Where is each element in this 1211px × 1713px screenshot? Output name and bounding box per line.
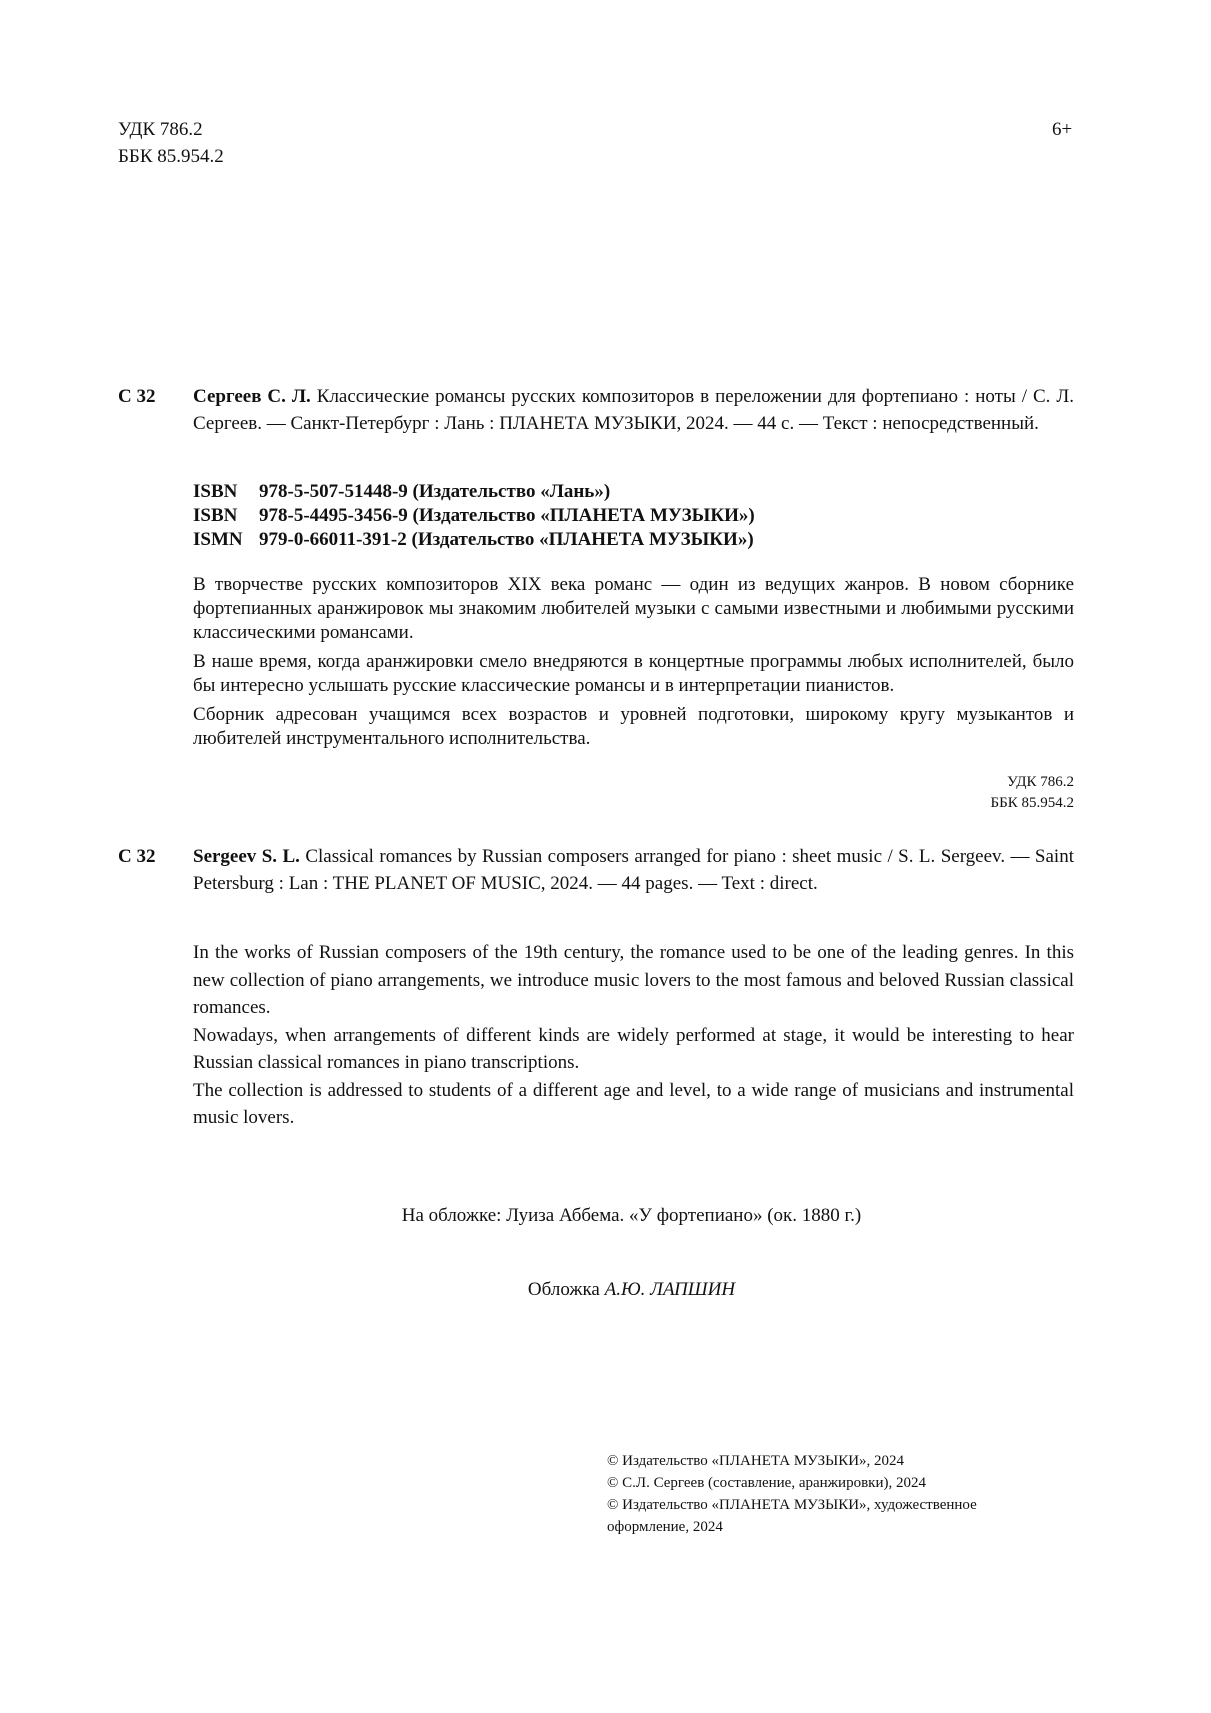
en-abstract xyxy=(193,939,1074,1132)
en-abstract-paragraph: Nowadays, when arrangements of different kinds are widely performed at stage, it would be interesting to hear Russian classical romances in piano transcriptions. xyxy=(193,1024,1074,1073)
ru-author: Сергеев С. Л. xyxy=(193,386,311,407)
classification-codes xyxy=(118,116,224,170)
copyright-line: © Издательство «ПЛАНЕТА МУЗЫКИ», 2024 xyxy=(607,1453,905,1469)
identifier-value: 979-0-66011-391-2 (Издательство «ПЛАНЕТА МУЗЫКИ») xyxy=(259,529,754,550)
ru-abstract xyxy=(193,573,1074,756)
en-catalog-code: С 32 xyxy=(118,846,156,867)
cover-design-credit xyxy=(0,1276,1211,1303)
ru-abstract-paragraph: Сборник адресован учащимся всех возрастов и уровней подготовки, широкому кругу музыкантов и любителей инструментального исполнительства. xyxy=(193,704,1074,749)
identifier-row xyxy=(193,504,755,528)
en-abstract-paragraph: The collection is addressed to students of a different age and level, to a wide range of musicians and instrumental music lovers. xyxy=(193,1079,1074,1128)
copyright-line: © С.Л. Сергеев (составление, аранжировки), 2024 xyxy=(607,1475,926,1491)
identifier-label: ISMN xyxy=(193,529,243,550)
ru-abstract-paragraph: В творчестве русских композиторов XIX века романс — один из ведущих жанров. В новом сборнике фортепианных аранжировок мы знакомим любителей музыки с самыми известными и любимыми русскими классическими романсами. xyxy=(193,574,1074,643)
identifier-row xyxy=(193,528,755,552)
identifiers-block xyxy=(193,480,755,552)
identifier-value: 978-5-507-51448-9 (Издательство «Лань») xyxy=(259,481,611,502)
bbk-code: ББК 85.954.2 xyxy=(118,146,224,167)
ru-description: Классические романсы русских композиторов в переложении для фортепиано : ноты / С. Л. Сергеев. — Санкт-Петербург : Лань : ПЛАНЕТА МУЗЫКИ, 2024. — 44 с. — Текст : непосредственный. xyxy=(193,386,1075,434)
ru-abstract-paragraph: В наше время, когда аранжировки смело внедряются в концертные программы любых исполнителей, было бы интересно услышать русские классические романсы и в интерпретации пианистов. xyxy=(193,651,1074,696)
ru-entry-codes xyxy=(960,772,1074,814)
ru-catalog-code: С 32 xyxy=(118,386,156,407)
copyright-block xyxy=(607,1450,1027,1538)
age-rating: 6+ xyxy=(1052,119,1073,140)
cover-designer-name: А.Ю. ЛАПШИН xyxy=(604,1279,736,1300)
identifier-value: 978-5-4495-3456-9 (Издательство «ПЛАНЕТА МУЗЫКИ») xyxy=(259,505,755,526)
identifier-label: ISBN xyxy=(193,481,238,502)
identifier-row xyxy=(193,480,755,504)
ru-bibliographic-description xyxy=(193,383,1074,437)
udk-code: УДК 786.2 xyxy=(118,119,203,140)
identifier-label: ISBN xyxy=(193,505,238,526)
cover-note: На обложке: Луиза Аббема. «У фортепиано» (ок. 1880 г.) xyxy=(401,1205,862,1226)
en-abstract-paragraph: In the works of Russian composers of the 19th century, the romance used to be one of the leading genres. In this new collection of piano arrangements, we introduce music lovers to the most famous and beloved Russian classical romances. xyxy=(193,942,1074,1018)
en-bibliographic-description xyxy=(193,843,1074,897)
en-description: Classical romances by Russian composers arranged for piano : sheet music / S. L. Sergeev. — Saint Petersburg : Lan : THE PLANET OF MUSIC, 2024. — 44 pages. — Text : direct. xyxy=(193,846,1074,894)
ru-udk-code: УДК 786.2 xyxy=(1007,774,1074,790)
en-author: Sergeev S. L. xyxy=(193,846,300,867)
cover-design-label: Обложка xyxy=(527,1279,600,1300)
copyright-line: © Издательство «ПЛАНЕТА МУЗЫКИ», художественное оформление, 2024 xyxy=(607,1497,977,1535)
ru-bbk-code: ББК 85.954.2 xyxy=(990,795,1074,811)
